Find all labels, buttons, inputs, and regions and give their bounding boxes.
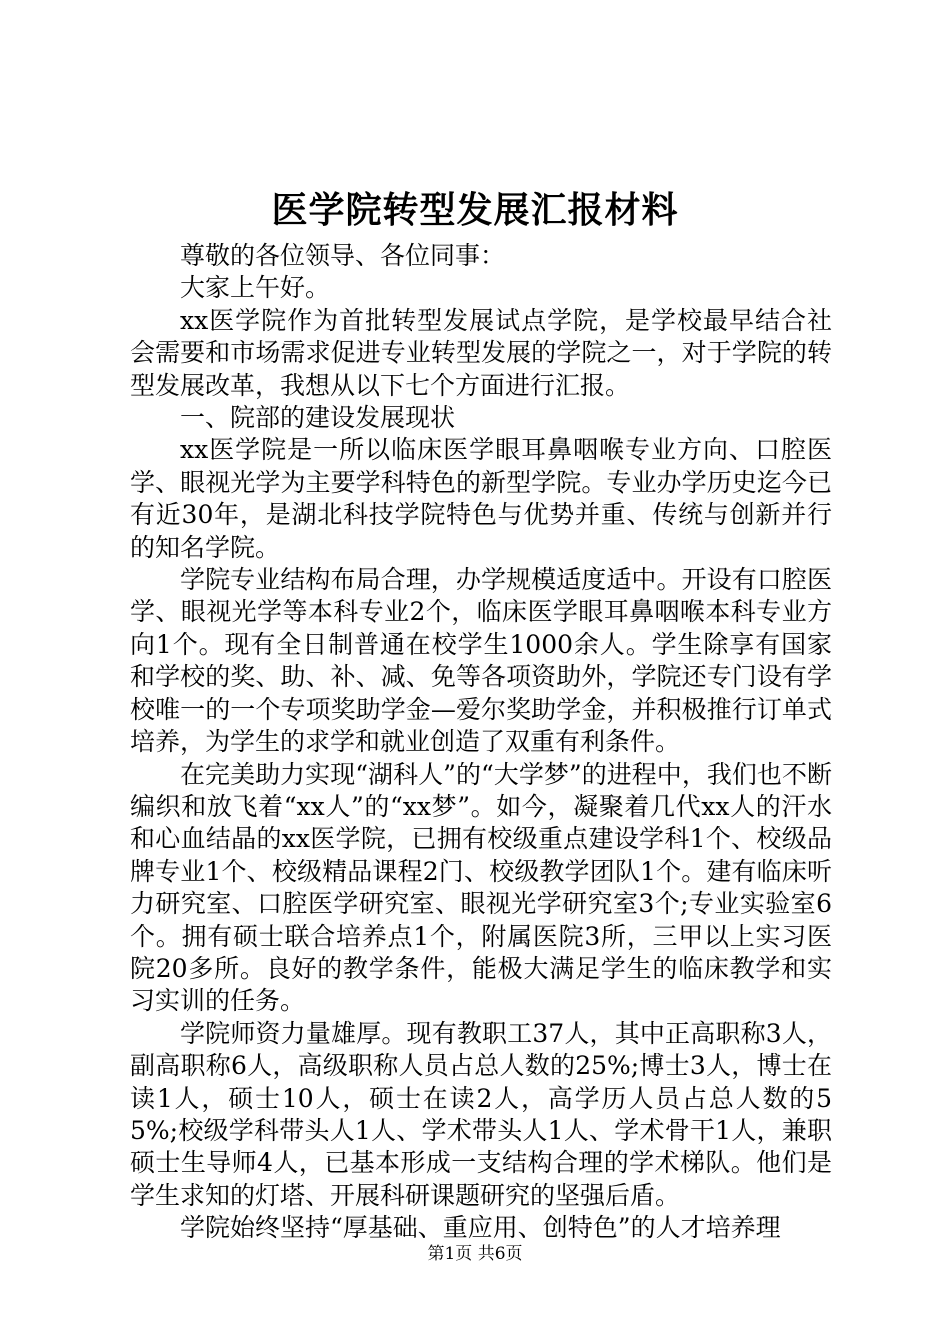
page-number-footer: 第1页 共6页: [427, 1244, 523, 1264]
paragraph-program-structure: 学院专业结构布局合理，办学规模适度适中。开设有口腔医学、眼视光学等本科专业2个，临床医学眼耳鼻咽喉本科专业方向1个。现有全日制普通在校学生1000余人。学生除享有国家和学校的奖、助、补、减、免等各项资助外，学院还专门设有学校唯一的一个专项奖助学金—爱尔奖助学金，并积极推行订单式培养，为学生的求学和就业创造了双重有利条件。: [130, 565, 832, 757]
paragraph-greeting: 大家上午好。: [180, 273, 331, 303]
paragraph-intro: xx医学院作为首批转型发展试点学院，是学校最早结合社会需要和市场需求促进专业转型发展的学院之一，对于学院的转型发展改革，我想从以下七个方面进行汇报。: [130, 305, 832, 400]
paragraph-training-philosophy: 学院始终坚持“厚基础、重应用、创特色”的人才培养理: [180, 1213, 781, 1243]
paragraph-salutation: 尊敬的各位领导、各位同事：: [180, 241, 506, 270]
paragraph-achievements: 在完美助力实现“湖科人”的“大学梦”的进程中，我们也不断编织和放飞着“xx人”的“xx梦”。如今，凝聚着几代xx人的汗水和心血结晶的xx医学院，已拥有校级重点建设学科1个、校级品牌专业1个、校级精品课程2门、校级教学团队1个。建有临床听力研究室、口腔医学研究室、眼视光学研究室3个;专业实验室6个。拥有硕士联合培养点1个，附属医院3所，三甲以上实习医院20多所。良好的教学条件，能极大满足学生的临床教学和实习实训的任务。: [130, 759, 832, 1016]
paragraph-faculty: 学院师资力量雄厚。现有教职工37人，其中正高职称3人，副高职称6人，高级职称人员占总人数的25%;博士3人，博士在读1人，硕士10人，硕士在读2人，高学历人员占总人数的55%;校级学科带头人1人、学术带头人1人、学术骨干1人，兼职硕士生导师4人，已基本形成一支结构合理的学术梯队。他们是学生求知的灯塔、开展科研课题研究的坚强后盾。: [130, 1018, 832, 1210]
section-heading-1: 一、院部的建设发展现状: [180, 403, 456, 433]
document-title: 医学院转型发展汇报材料: [271, 189, 679, 231]
document-body: [130, 240, 832, 1245]
paragraph-college-overview: xx医学院是一所以临床医学眼耳鼻咽喉专业方向、口腔医学、眼视光学为主要学科特色的新型学院。专业办学历史迄今已有近30年，是湖北科技学院特色与优势并重、传统与创新并行的知名学院。: [130, 435, 832, 562]
